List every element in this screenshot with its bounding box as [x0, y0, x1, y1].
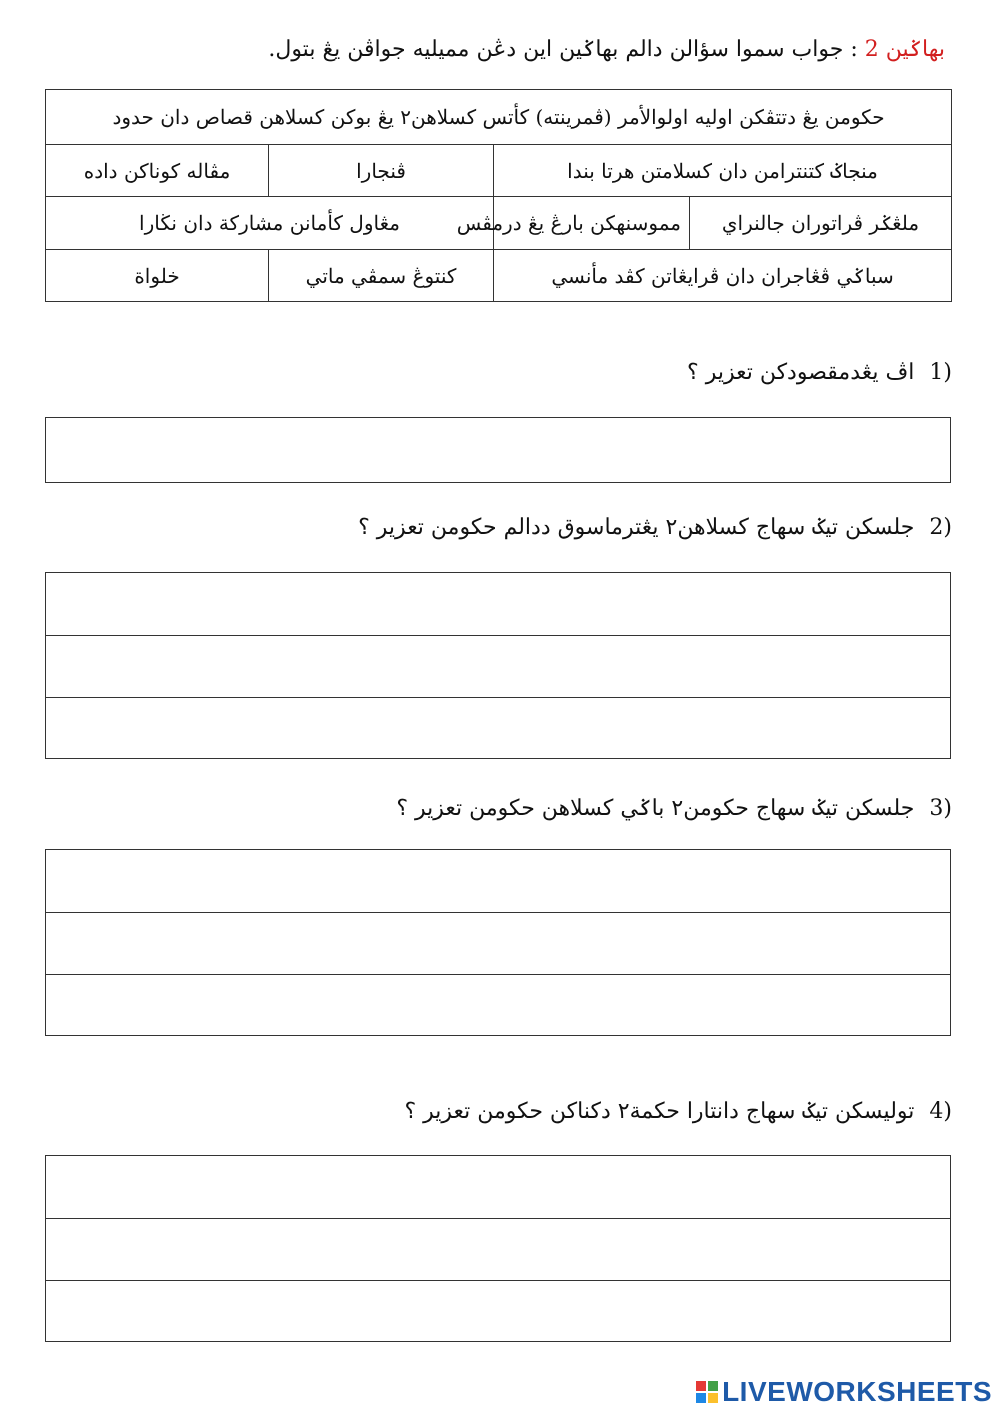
table-cell: مڤاله كوناكن داده [46, 145, 269, 197]
table-title-cell: حكومن يڠ دتتڤكن اوليه اولوالأمر (ڤمرينته) كأتس كسلاهن٢ يڠ بوكن كسلاهن قصاص دان حدود [46, 90, 952, 145]
logo-icon [696, 1381, 718, 1403]
answer-field[interactable] [46, 635, 950, 697]
question-text: توليسكن تيݢ سهاج دانتارا حكمة٢ دكناكن حكومن تعزير ؟ [404, 1099, 915, 1124]
section-instruction: : جواب سموا سؤالن دالم بهاݢين اين دڠن مميليه جواڤن يڠ بتول. [268, 37, 858, 62]
question-4 [52, 1092, 952, 1132]
table-cell: منجاݢ كتنترامن دان كسلامتن هرتا بندا [494, 145, 952, 197]
answer-field[interactable] [46, 1156, 950, 1218]
question-number: 2) [929, 515, 952, 540]
table-cell: ملڠݢر ڤراتوران جالنراي [690, 197, 952, 250]
table-cell: خلواة [46, 250, 269, 302]
answer-box-2 [45, 572, 951, 759]
question-number: 4) [929, 1099, 952, 1124]
question-text: اڤ يڠدمقصودكن تعزير ؟ [687, 360, 915, 385]
answer-field[interactable] [46, 573, 950, 635]
answer-field[interactable] [46, 850, 950, 912]
table-row [46, 145, 952, 197]
answer-box-4 [45, 1155, 951, 1342]
question-3 [52, 789, 952, 829]
question-2 [52, 508, 952, 548]
answer-field[interactable] [46, 1218, 950, 1280]
answer-field[interactable] [46, 912, 950, 974]
table-row [46, 197, 952, 250]
table-cell: مڠاول كأمانن مشاركة دان نڬارا [46, 197, 494, 250]
liveworksheets-logo [696, 1377, 992, 1407]
question-number: 1) [929, 360, 952, 385]
table-cell: مموسنهكن بارڠ يڠ درمڤس [494, 197, 690, 250]
answer-field[interactable] [46, 1280, 950, 1342]
question-text: جلسكن تيݢ سهاج حكومن٢ باݢي كسلاهن حكومن تعزير ؟ [396, 796, 915, 821]
answer-field[interactable] [46, 974, 950, 1036]
section-header [45, 32, 945, 68]
question-number: 3) [929, 796, 952, 821]
table-row [46, 250, 952, 302]
question-text: جلسكن تيݢ سهاج كسلاهن٢ يڠترماسوق ددالم حكومن تعزير ؟ [358, 515, 915, 540]
table-cell: سباݢي ڤڠاجران دان ڤرايڠاتن كڤد مأنسي [494, 250, 952, 302]
answer-field[interactable] [46, 418, 950, 482]
brand-name: LIVEWORKSHEETS [722, 1376, 992, 1407]
answer-options-table [45, 89, 952, 302]
table-cell: ڤنجارا [269, 145, 494, 197]
answer-box-1 [45, 417, 951, 483]
section-label: بهاݢين 2 [864, 37, 945, 62]
question-1 [52, 353, 952, 393]
answer-field[interactable] [46, 697, 950, 759]
table-cell: كنتوڠ سمڤي ماتي [269, 250, 494, 302]
answer-box-3 [45, 849, 951, 1036]
